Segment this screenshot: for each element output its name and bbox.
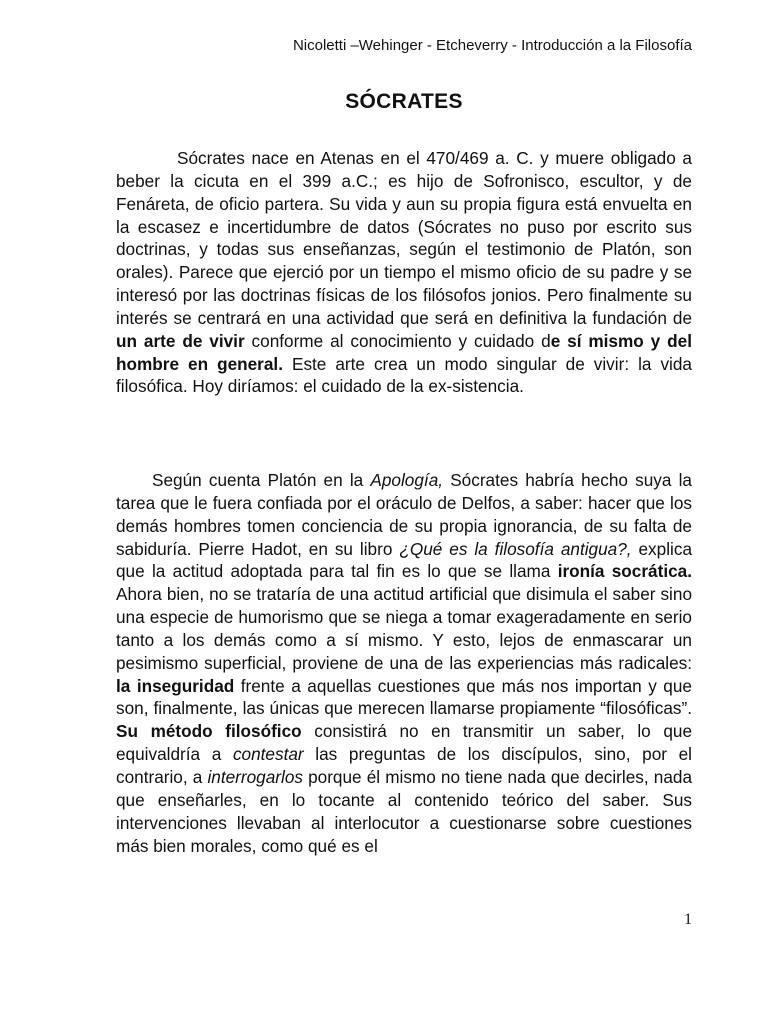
text-run: Según cuenta Platón en la xyxy=(152,470,371,490)
paragraph-2 xyxy=(116,469,692,857)
page-title: SÓCRATES xyxy=(345,90,463,113)
bold-phrase-inseguridad: la inseguridad xyxy=(116,675,235,696)
italic-word-contestar: contestar xyxy=(232,744,304,765)
running-header: Nicoletti –Wehinger - Etcheverry - Introducción a la Filosofía xyxy=(292,37,692,54)
page-number: 1 xyxy=(684,911,692,928)
paragraph-1 xyxy=(116,147,692,398)
text-run: Sócrates nace en Atenas en el 470/469 a. C. y muere obligado a beber la cicuta en el 399 a.C.; es hijo de Sofronisco, escultor, y de Fenáreta, de oficio partera. Su vida y aun su propia figura está envuelta en la escasez e incertidumbre de datos (Sócrates no puso por escrito sus doctrinas, y todas sus enseñanzas, según el testimonio de Platón, son orales). Parece que ejerció por un tiempo el mismo oficio de su padre y se interesó por las doctrinas físicas de los filósofos jonios. Pero finalmente su interés se centrará en una actividad que será en definitiva la fundación de xyxy=(116,148,692,328)
text-run: frente a aquellas cuestiones que más nos importan y que son, finalmente, las únicas que merecen llamarse propiamente “filosóficas”. xyxy=(116,675,692,719)
text-run: explica que la actitud adoptada para tal fin es lo que se llama xyxy=(116,538,692,582)
italic-book-title: ¿Qué es la filosofía antigua?, xyxy=(399,538,632,559)
bold-phrase-ironia: ironía socrática. xyxy=(557,561,693,582)
italic-word-interrogarlos: interrogarlos xyxy=(207,766,303,787)
text-run: Ahora bien, no se trataría de una actitud artificial que disimula el saber sino una especie de humorismo que se niega a tomar exageradamente en serio tanto a los demás como a sí mismo. Y esto, lejos de enmascarar un pesimismo superficial, proviene de una de las experiencias más radicales: xyxy=(116,584,692,673)
text-run: las preguntas de los discípulos, sino, por el contrario, a xyxy=(116,744,693,787)
italic-title-apologia: Apología, xyxy=(370,470,444,490)
bold-phrase-si-mismo: e sí mismo y del hombre en general. xyxy=(116,330,692,374)
text-run: conforme al conocimiento y cuidado d xyxy=(244,330,551,351)
text-run: porque él mismo no tiene nada que decirles, nada que enseñarles, en lo tocante al contenido teórico del saber. Sus intervenciones llevaban al interlocutor a cuestionarse sobre cuestiones más bien morales, como qué es el xyxy=(116,766,692,856)
text-run: Este arte crea un modo singular de vivir: la vida filosófica. Hoy diríamos: el cuidado de la ex-sistencia. xyxy=(116,353,692,397)
text-run: Sócrates habría hecho suya la tarea que le fuera confiada por el oráculo de Delfos, a saber: hacer que los demás hombres tomen conciencia de su propia ignorancia, de su falta de sabiduría. Pierre Hadot, en su libro xyxy=(116,470,692,559)
bold-phrase-arte-de-vivir: un arte de vivir xyxy=(116,330,245,351)
bold-phrase-metodo: Su método filosófico xyxy=(116,721,302,742)
text-run: consistirá no en transmitir un saber, lo que equivaldría a xyxy=(116,721,693,765)
